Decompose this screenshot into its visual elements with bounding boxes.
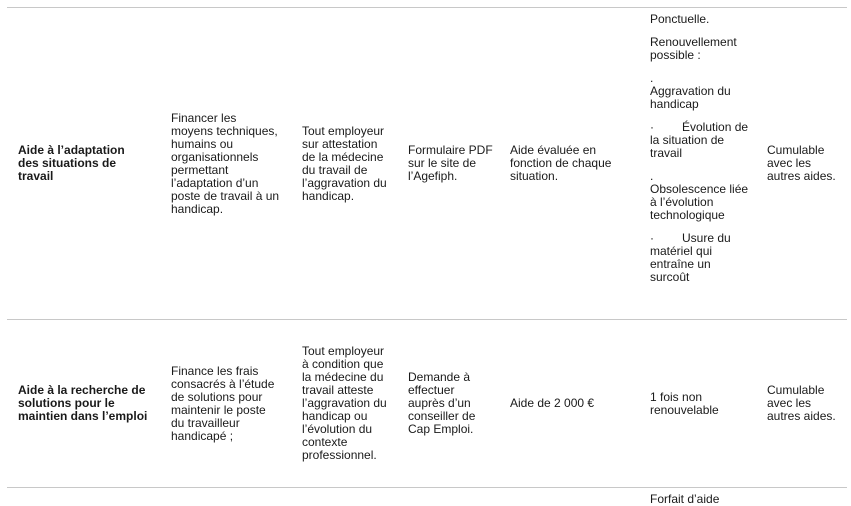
objet-text: Financer les moyens techniques, humains ou organisationnels permettant l’adaptation d’un poste de travail à un handicap. — [171, 110, 280, 216]
duree-cell — [650, 320, 750, 487]
row-title-text: Aide à l’adaptation des situations de travail — [18, 143, 125, 183]
montant-text: Aide évaluée en fonction de chaque situation. — [510, 143, 612, 183]
cumul-cell — [767, 320, 839, 487]
table-row — [0, 8, 851, 319]
duree-list-item — [650, 170, 750, 222]
table-divider — [7, 487, 847, 488]
row-title — [18, 320, 148, 487]
duree-line: Renouvellement possible : — [650, 35, 737, 62]
row-title-text: Aide à la recherche de solutions pour le maintien dans l’emploi — [18, 383, 148, 423]
beneficiaires-text: Tout employeur sur attestation de la médecine du travail de l’aggravation du handicap. — [302, 123, 387, 203]
duree-list-item — [650, 121, 750, 160]
cumul-cell — [767, 8, 839, 319]
objet-text: Finance les frais consacrés à l’étude de solutions pour maintenir le poste du travailleur handicapé ; — [171, 363, 275, 443]
beneficiaires-cell — [302, 320, 392, 487]
duree-item-text: Usure du matériel qui entraîne un surcoût — [650, 231, 731, 284]
beneficiaires-cell — [302, 8, 392, 319]
demande-cell — [408, 320, 493, 487]
duree-list-item — [650, 232, 750, 284]
demande-text: Demande à effectuer auprès d’un conseiller de Cap Emploi. — [408, 370, 476, 436]
next-row-partial-text: Forfait d’aide — [650, 492, 720, 506]
bullet-mark: . — [650, 71, 654, 85]
table-row — [0, 320, 851, 487]
duree-text: 1 fois non renouvelable — [650, 389, 719, 417]
montant-text: Aide de 2 000 € — [510, 396, 595, 410]
bullet-mark: · — [650, 231, 654, 245]
montant-cell — [510, 320, 630, 487]
objet-cell — [171, 320, 281, 487]
montant-cell — [510, 8, 630, 319]
cumul-text: Cumulable avec les autres aides. — [767, 383, 836, 423]
row-title — [18, 8, 148, 319]
duree-list-item — [650, 72, 750, 111]
next-row-partial — [650, 490, 750, 506]
duree-item-text: Évolution de la situation de travail — [650, 120, 749, 160]
duree-item-text: Obsolescence liée à l’évolution technologique — [650, 182, 749, 222]
demande-cell — [408, 8, 493, 319]
cumul-text: Cumulable avec les autres aides. — [767, 143, 836, 183]
duree-item-text: Aggravation du handicap — [650, 84, 731, 111]
objet-cell — [171, 8, 281, 319]
duree-line: Ponctuelle. — [650, 12, 710, 26]
beneficiaires-text: Tout employeur à condition que la médecine du travail atteste l’aggravation du handicap ou l’évolution du contexte professionnel. — [302, 344, 387, 462]
bullet-mark: · — [650, 120, 654, 134]
bullet-mark: . — [650, 169, 654, 183]
demande-text: Formulaire PDF sur le site de l’Agefiph. — [408, 143, 493, 183]
duree-cell — [650, 8, 750, 319]
